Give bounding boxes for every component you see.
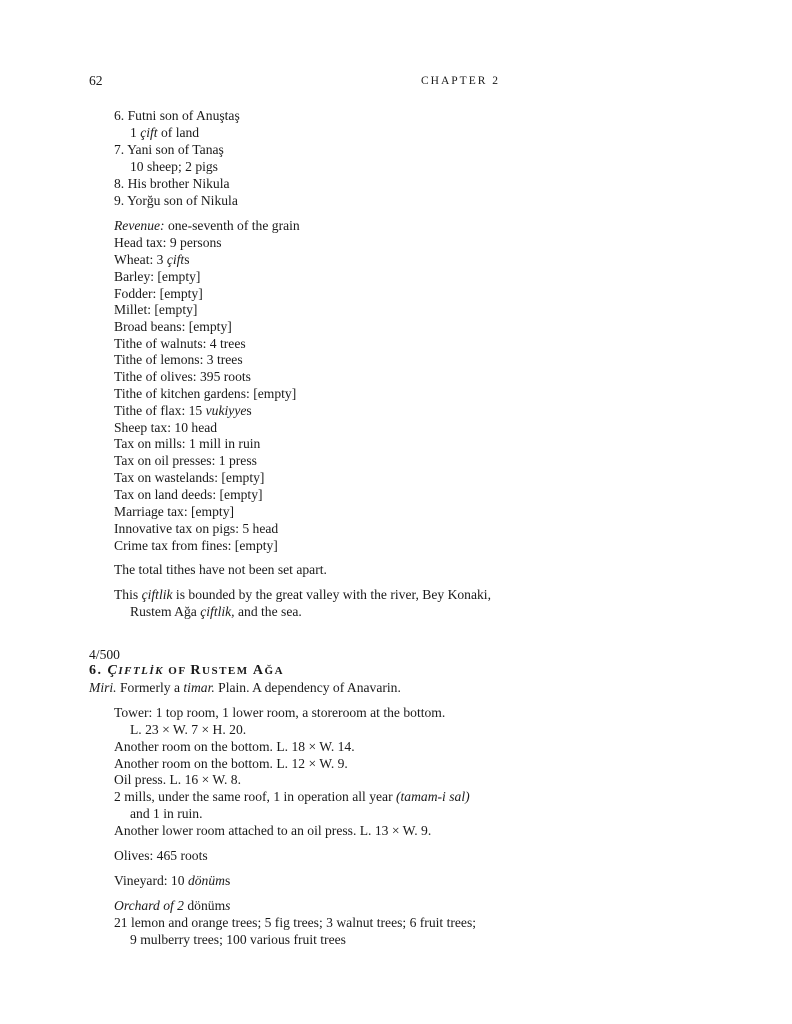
bounds-line-2: Rustem Ağa çiftlik, and the sea.: [130, 604, 302, 619]
section-reference: 4/500: [89, 647, 120, 662]
bounds-line-1: This çiftlik is bounded by the great valley with the river, Bey Konaki,: [114, 587, 491, 602]
revenue-item: Tax on wastelands: [empty]: [114, 470, 265, 485]
revenue-item: Tax on land deeds: [empty]: [114, 487, 263, 502]
revenue-item: Tithe of walnuts: 4 trees: [114, 336, 246, 351]
mills-line-cont: and 1 in ruin.: [130, 806, 203, 821]
room-line: Another room on the bottom. L. 12 × W. 9.: [114, 756, 348, 771]
tower-dimensions: L. 23 × W. 7 × H. 20.: [130, 722, 247, 737]
revenue-item: Tithe of olives: 395 roots: [114, 369, 251, 384]
person-6: 6. Futni son of Anuştaş: [114, 108, 240, 123]
orchard-line-1: 21 lemon and orange trees; 5 fig trees; 3 walnut trees; 6 fruit trees;: [114, 915, 477, 930]
person-7-detail: 10 sheep; 2 pigs: [130, 159, 218, 174]
revenue-item: Crime tax from fines: [empty]: [114, 538, 278, 553]
vineyard-line: Vineyard: 10 dönüms: [114, 873, 231, 888]
revenue-item: Tithe of kitchen gardens: [empty]: [114, 386, 297, 401]
orchard-heading: Orchard of 2 dönüms: [114, 898, 231, 913]
revenue-item: Innovative tax on pigs: 5 head: [114, 521, 279, 536]
page-number: 62: [89, 73, 103, 88]
revenue-wheat: Wheat: 3 çifts: [114, 252, 190, 267]
tower-line: Tower: 1 top room, 1 lower room, a storeroom at the bottom.: [114, 705, 446, 720]
revenue-item: Marriage tax: [empty]: [114, 504, 235, 519]
orchard-line-2: 9 mulberry trees; 100 various fruit trees: [130, 932, 346, 947]
revenue-item: Barley: [empty]: [114, 269, 201, 284]
revenue-intro: Revenue: one-seventh of the grain: [114, 218, 300, 233]
person-9: 9. Yorğu son of Nikula: [114, 193, 238, 208]
revenue-item: Fodder: [empty]: [114, 286, 203, 301]
revenue-item: Broad beans: [empty]: [114, 319, 232, 334]
oil-press-line: Oil press. L. 16 × W. 8.: [114, 772, 241, 787]
lower-room-line: Another lower room attached to an oil press. L. 13 × W. 9.: [114, 823, 432, 838]
revenue-item: Sheep tax: 10 head: [114, 420, 218, 435]
section-description: Miri. Formerly a timar. Plain. A dependency of Anavarin.: [89, 680, 401, 695]
revenue-item: Tithe of lemons: 3 trees: [114, 352, 243, 367]
revenue-head-tax: Head tax: 9 persons: [114, 235, 222, 250]
person-8: 8. His brother Nikula: [114, 176, 230, 191]
revenue-flax: Tithe of flax: 15 vukiyyes: [114, 403, 252, 418]
revenue-item: Tax on mills: 1 mill in ruin: [114, 436, 261, 451]
section-heading: 6. ÇIFTLİK OF RUSTEM AĞA: [89, 663, 285, 678]
revenue-item: Tax on oil presses: 1 press: [114, 453, 257, 468]
chapter-header: CHAPTER 2: [421, 75, 501, 87]
total-tithes-note: The total tithes have not been set apart.: [114, 562, 327, 577]
olives-line: Olives: 465 roots: [114, 848, 208, 863]
person-6-detail: 1 çift of land: [130, 125, 200, 140]
room-line: Another room on the bottom. L. 18 × W. 14.: [114, 739, 355, 754]
revenue-item: Millet: [empty]: [114, 302, 198, 317]
mills-line: 2 mills, under the same roof, 1 in operation all year (tamam-i sal): [114, 789, 470, 804]
person-7: 7. Yani son of Tanaş: [114, 142, 224, 157]
